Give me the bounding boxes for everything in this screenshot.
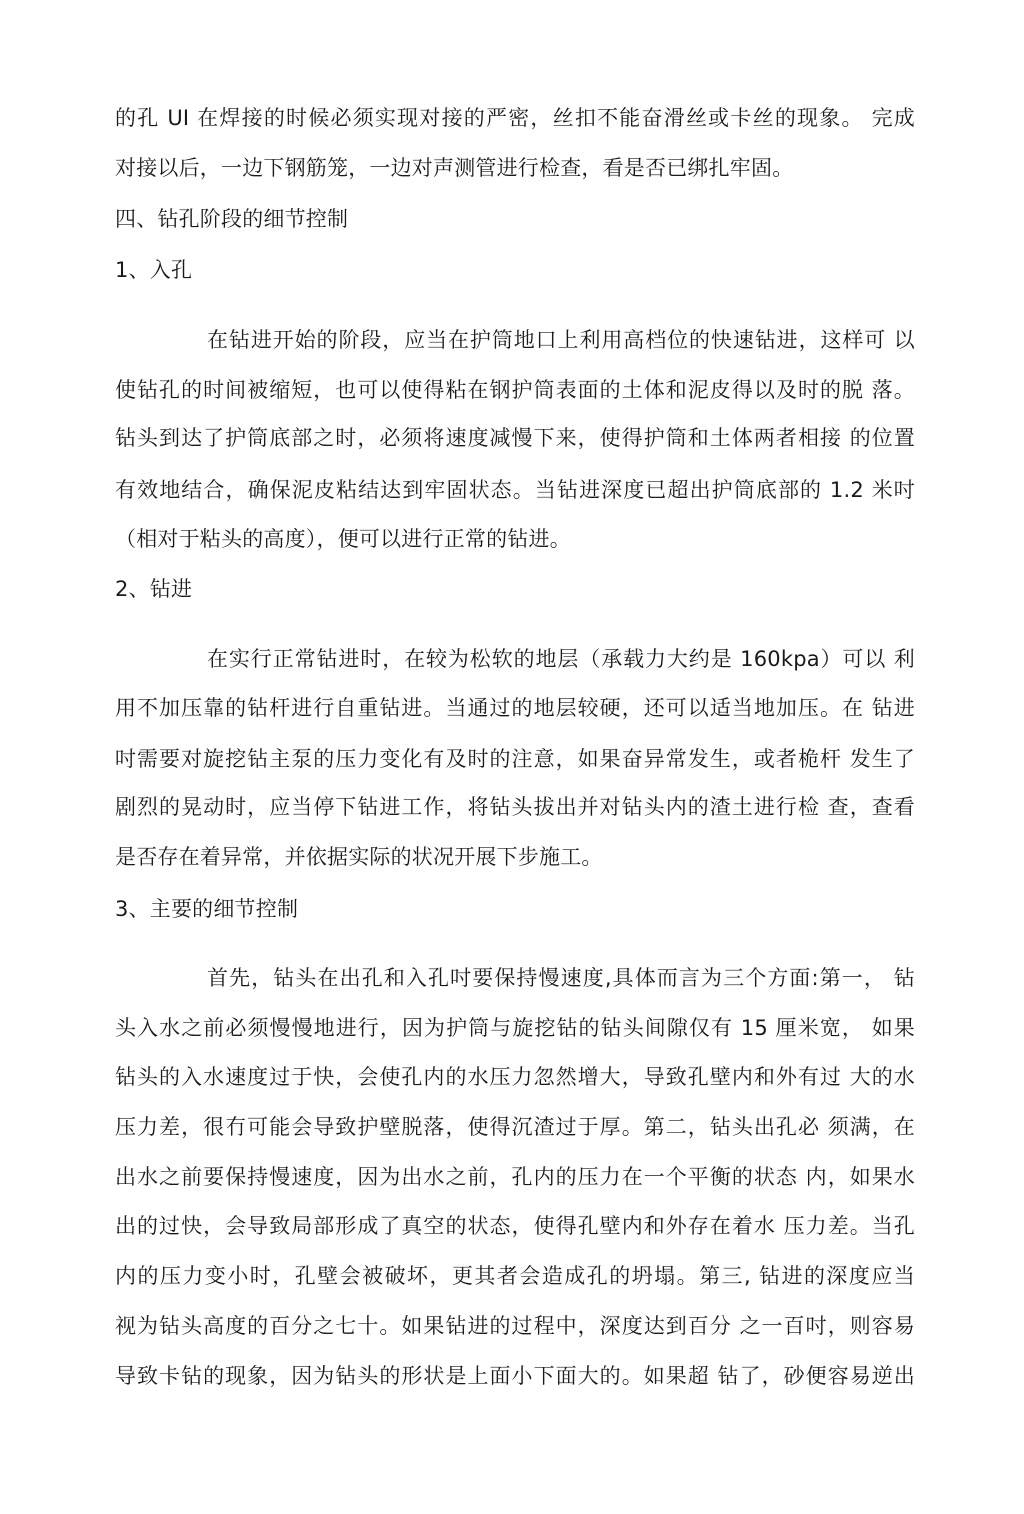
text-line-7: 钻头到达了护筒底部之时，必须将速度减慢下来，使得护筒和土体两者相接 的位置 <box>115 426 915 450</box>
text-line-20: 压力差，很冇可能会导致护壁脱落，使得沉渣过于厚。第二，钻头出孔必 须满，在 <box>115 1115 915 1139</box>
text-line-17: 首先，钻头在出孔和入孔吋要保持慢速度,具体而言为三个方面:第一， 钻 <box>207 966 915 990</box>
text-line-24: 视为钻头高度的百分之七十。如果钻进的过程中，深度达到百分 之一百吋，则容易 <box>115 1314 915 1338</box>
text-line-8: 有效地结合，确保泥皮粘结达到牢固状态。当钻进深度已超出护筒底部的 1.2 米吋 <box>115 478 915 502</box>
text-line-5: 在钻进开始的阶段，应当在护筒地口上利用高档位的快速钻进，这样可 以 <box>207 328 915 352</box>
text-line-21: 出水之前要保持慢速度，因为出水之前，孔内的压力在一个平衡的状态 内，如果水 <box>115 1165 915 1189</box>
text-line-23: 内的压力变小时，孔壁会被破坏，更其者会造成孔的坍塌。第三, 钻进的深度应当 <box>115 1264 915 1288</box>
text-line-25: 导致卡钻的现象，因为钻头的形状是上面小下面大的。如果超 钻了，砂便容易逆出 <box>115 1364 915 1388</box>
text-line-18: 头入水之前必须慢慢地进行，因为护筒与旋挖钻的钻头间隙仅有 15 厘米宽， 如果 <box>115 1016 915 1040</box>
text-line-22: 出的过快，会导致局部形成了真空的状态，使得孔壁内和外存在着水 压力差。当孔 <box>115 1214 915 1238</box>
text-line-6: 使钻孔的时间被缩短，也可以使得粘在钢护筒表面的土体和泥皮得以及时的脱 落。 <box>115 378 915 402</box>
subheading-2: 2、钻进 <box>115 577 193 601</box>
subheading-3: 3、主要的细节控制 <box>115 897 299 921</box>
text-line-13: 吋需要对旋挖钻主泵的压力变化有及时的注意，如果奋异常发生，或者桅杆 发生了 <box>115 747 915 771</box>
text-line-12: 用不加压靠的钻杆进行自重钻进。当通过的地层较硬，还可以适当地加压。在 钻进 <box>115 696 915 720</box>
text-line-14: 剧烈的晃动时，应当停下钻进工作，将钻头拔出并对钻头内的渣土进行检 查，查看 <box>115 795 915 819</box>
text-line-11: 在实行正常钻进时，在较为松软的地层（承载力大约是 160kpa）可以 利 <box>207 647 915 671</box>
text-line-2: 对接以后，一边下钢筋笼，一边对声测管进行检查，看是否已绑扎牢固。 <box>115 156 794 180</box>
text-line-1: 的孔 UI 在焊接的时候必须实现对接的严密，丝扣不能奋滑丝或卡丝的现象。 完成 <box>115 106 915 130</box>
text-line-15: 是否存在着异常，并依据实际的状况开展下步施工。 <box>115 845 603 869</box>
text-line-9: （相对于粘头的高度），便可以进行正常的钻进。 <box>115 527 571 551</box>
section-heading-4: 四、钻孔阶段的细节控制 <box>115 207 349 231</box>
subheading-1: 1、入孔 <box>115 258 193 282</box>
text-line-19: 钻头的入水速度过于快，会使孔内的水压力忽然增大，导致孔壁内和外有过 大的水 <box>115 1065 915 1089</box>
